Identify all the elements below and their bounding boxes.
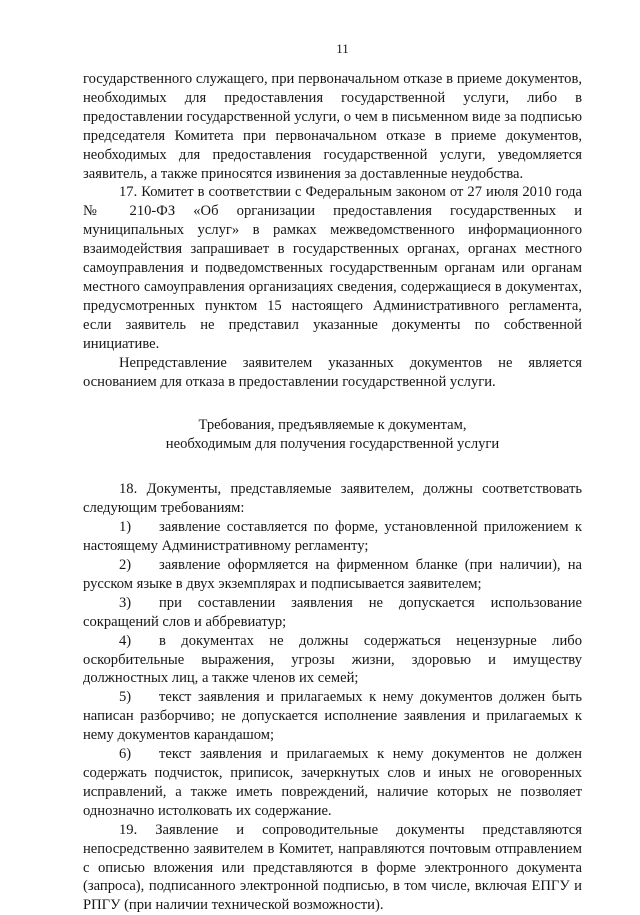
page-number: 11 <box>336 41 349 56</box>
paragraph-non-submission: Непредставление заявителем указанных документов не является основанием для отказа в предоставлении государственной услуги. <box>83 354 582 390</box>
list-item-text: текст заявления и прилагаемых к нему документов не должен содержать подчисток, приписок, зачеркнутых слов и иных не оговоренных исправлений, а также иметь повреждений, наличие которых не позволяет однозначно истолковать их содержание. <box>83 746 582 819</box>
list-item-text: заявление оформляется на фирменном бланке (при наличии), на русском языке в двух экземплярах и подписывается заявителем; <box>83 557 582 592</box>
list-item-number: 2) <box>119 557 132 574</box>
list-item <box>83 688 582 745</box>
list-item-text: текст заявления и прилагаемых к нему документов должен быть написан разборчиво; не допускается исполнение заявления и прилагаемых к нему документов карандашом; <box>83 689 582 744</box>
list-item <box>83 594 582 632</box>
paragraph-item-17: 17. Комитет в соответствии с Федеральным законом от 27 июля 2010 года № 210-ФЗ «Об организации предоставления государственных и муниципальных услуг» в рамках межведомственного информационного взаимодействия запрашивает в государственных органах, органах местного самоуправления и подведомственных государственным органам или органам местного самоуправления организациях сведения, содержащиеся в документах, предусмотренных пунктом 15 настоящего Административного регламента, если заявитель не представил указанные документы по собственной инициативе. <box>83 184 582 352</box>
section-title <box>83 416 582 454</box>
paragraph-item-19: 19. Заявление и сопроводительные документы представляются непосредственно заявителем в Комитет, направляются почтовым отправлением с описью вложения или представляются в форме электронного документа (запроса), подписанного электронной подписью, в том числе, включая ЕПГУ и РПГУ (при наличии технической возможности). <box>83 821 582 914</box>
section-title-line-1: Требования, предъявляемые к документам, <box>198 417 467 434</box>
section-title-line-2: необходимым для получения государственной услуги <box>165 436 500 453</box>
list-item-text: при составлении заявления не допускается использование сокращений слов и аббревиатур; <box>83 594 582 630</box>
paragraph-item-18: 18. Документы, представляемые заявителем, должны соответствовать следующим требованиям: <box>83 481 582 517</box>
list-item-number: 6) <box>119 746 132 763</box>
list-item-number: 4) <box>119 632 132 649</box>
list-item-text: заявление составляется по форме, установленной приложением к настоящему Административному регламенту; <box>83 519 582 555</box>
list-item-number: 1) <box>119 519 132 536</box>
list-item <box>83 518 582 556</box>
paragraph-continuation: государственного служащего, при первоначальном отказе в приеме документов, необходимых для предоставления государственной услуги, либо в предоставлении государственной услуги, о чем в письменном виде за подписью председателя Комитета при первоначальном отказе в приеме документов, необходимых для предоставления государственной услуги, уведомляется заявитель, а также приносятся извинения за доставленные неудобства. <box>83 71 582 182</box>
list-item <box>83 745 582 821</box>
list-item <box>83 556 582 594</box>
list-item-number: 5) <box>119 689 132 706</box>
requirements-list <box>83 518 582 821</box>
list-item-number: 3) <box>119 594 132 611</box>
list-item-text: в документах не должны содержаться нецензурные либо оскорбительные выражения, угрозы жизни, здоровью и имуществу должностных лиц, а также членов их семей; <box>83 632 582 687</box>
list-item <box>83 632 582 689</box>
